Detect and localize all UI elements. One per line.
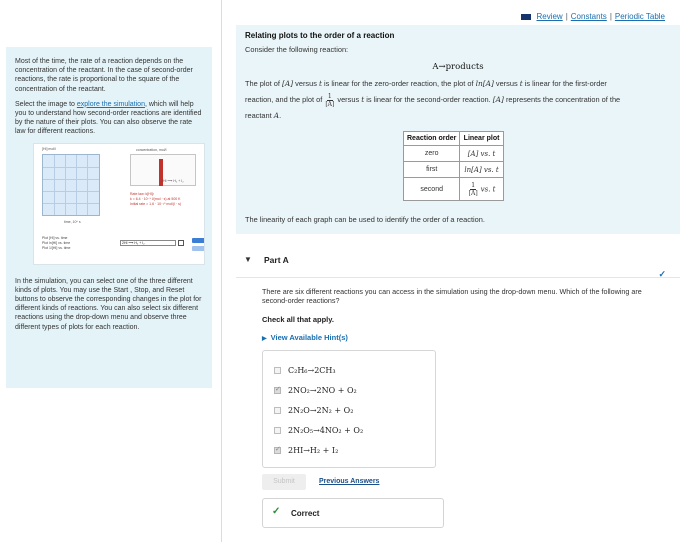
sim-plot-area xyxy=(42,154,100,216)
answer-option[interactable]: ✓ 2HI→H₂ + I₂ xyxy=(263,440,435,460)
sim-reset-button xyxy=(192,246,205,251)
sim-start-button xyxy=(192,238,205,243)
answer-options xyxy=(262,350,436,468)
order-plot-table xyxy=(403,131,504,201)
inverse-concentration-fraction: $\frac{1}{[A]}$ xyxy=(325,92,335,108)
check-all-instruction: Check all that apply. xyxy=(262,315,334,324)
sim-concentration-chart: 2HI ⟶ H₂ + I₂ xyxy=(130,154,196,186)
sim-plot-options: Plot [HI] vs. time Plot ln[HI] vs. time Plot 1/[HI] vs. time xyxy=(42,235,71,250)
checkbox[interactable] xyxy=(274,387,281,394)
view-hints-link[interactable]: ▶ View Available Hint(s) xyxy=(262,333,348,342)
table-row: first ln[A] vs. t xyxy=(404,162,504,178)
caret-right-icon: ▶ xyxy=(262,336,267,342)
answer-option[interactable]: C₂H₆→2CH₃ xyxy=(263,360,435,380)
checkbox[interactable] xyxy=(274,447,281,454)
part-a-label: Part A xyxy=(264,255,289,265)
explore-simulation-link[interactable]: explore the simulation xyxy=(76,100,145,108)
sim-plot-label: [HI] mol/l xyxy=(42,146,56,151)
periodic-table-link[interactable]: Periodic Table xyxy=(614,12,665,21)
checkbox[interactable] xyxy=(274,427,281,434)
resource-links: Review | Constants | Periodic Table xyxy=(521,12,665,21)
question-text: There are six different reactions you can access in the simulation using the drop-down menu. Which of the following are second-order reactions? xyxy=(262,287,642,305)
answer-option[interactable]: ✓ 2NO₂→2NO + O₂ xyxy=(263,380,435,400)
reaction-equation: A→products xyxy=(432,62,484,72)
info-panel xyxy=(6,47,212,388)
sim-select-arrow-icon xyxy=(178,240,184,246)
collapse-caret-icon[interactable]: ▼ xyxy=(244,255,252,264)
checkbox[interactable] xyxy=(274,367,281,374)
completed-check-icon: ✓ xyxy=(658,269,666,279)
table-header-order: Reaction order xyxy=(404,132,460,146)
book-icon xyxy=(521,14,531,20)
sim-x-label: time, 10⁶ s xyxy=(64,219,81,224)
table-row: second $\frac{1}{[A]}$ vs. t xyxy=(404,178,504,201)
info-paragraph-2: Select the image to explore the simulation, which will help you to understand how second-order reactions are identified by the nature of their plots. You can also observe the rate law for different reactions. xyxy=(15,100,202,136)
correct-check-icon: ✓ xyxy=(272,506,281,517)
sim-rate-law: Rate law: k[HI]² k = 6.4 · 10⁻⁹ l/(mol · s) at 500 K Initial rate = 1.6 · 10⁻¹⁰ mol/(l · s) xyxy=(130,191,182,206)
simulation-thumbnail[interactable] xyxy=(33,143,205,265)
submit-button[interactable]: Submit xyxy=(262,474,306,490)
intro-title: Relating plots to the order of a reaction xyxy=(245,31,395,40)
linearity-note: The linearity of each graph can be used to identify the order of a reaction. xyxy=(245,215,485,224)
answer-option[interactable]: 2N₂O→2N₂ + O₂ xyxy=(263,400,435,420)
table-header-plot: Linear plot xyxy=(460,132,503,146)
consider-text: Consider the following reaction: xyxy=(245,45,349,54)
problem-intro xyxy=(236,25,680,234)
column-divider xyxy=(221,0,222,542)
intro-paragraph: The plot of [A] versus t is linear for the zero-order reaction, the plot of ln[A] versus t is linear for the first-order reaction, and the plot of $\frac{1}{[A]}$ versus t is linear for the second-order reaction. [A] represents the concentration of the reactant A. xyxy=(245,79,621,120)
table-row: zero [A] vs. t xyxy=(404,146,504,162)
info-paragraph-1: Most of the time, the rate of a reaction depends on the concentration of the reactant. In the case of second-order reactions, the rate is proportional to the square of the concentration of the reactant. xyxy=(15,58,193,93)
feedback-text: Correct xyxy=(291,509,320,518)
sim-conc-label: concentration, mol/l xyxy=(136,147,167,152)
constants-link[interactable]: Constants xyxy=(570,12,607,21)
checkbox[interactable] xyxy=(274,407,281,414)
previous-answers-link[interactable]: Previous Answers xyxy=(319,478,380,485)
feedback-box xyxy=(262,498,444,528)
part-a-header[interactable] xyxy=(236,250,680,278)
sim-reaction-select: 2HI ⟶ H₂ + I₂ xyxy=(120,240,176,246)
review-link[interactable]: Review xyxy=(536,12,563,21)
answer-option[interactable]: 2N₂O₅→4NO₂ + O₂ xyxy=(263,420,435,440)
info-paragraph-3: In the simulation, you can select one of the three different kinds of plots. You may use the Start , Stop, and Reset buttons to observe the corresponding changes in the plot for different kinds of reactions. You can also select six different reactions using the drop-down menu and observe three different types of plots for each reaction. xyxy=(15,277,202,331)
